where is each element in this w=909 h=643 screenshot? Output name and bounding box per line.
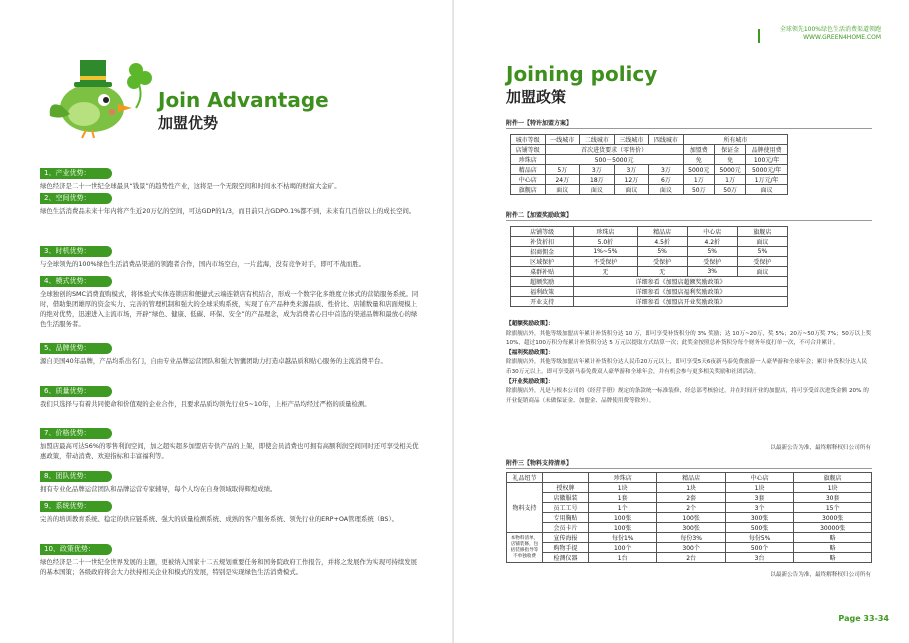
table-row	[511, 247, 788, 257]
advantage-item	[40, 185, 420, 216]
table-header: 首次进货要求（零售价）	[545, 145, 683, 155]
page-number: Page 33-34	[838, 614, 889, 623]
table-row	[507, 483, 872, 493]
advantage-text: 绿色经济是二十一世纪全世界发展的主题，更被纳入国家十二五规划重要任务和国务院政府工作报告，并将之发展作为实现可持续发展的基本国策；各级政府将会大力扶持相关企业和模式的发展，特别是实现绿色生活消费模式。	[40, 558, 418, 576]
table-row	[511, 277, 788, 287]
disclaimer: 以最新公告为准，最终解释权归公司所有	[770, 572, 871, 578]
table-header: 所有城市	[683, 135, 787, 145]
table-header: 店铺等级	[511, 145, 546, 155]
table-cell: 24万	[545, 175, 580, 185]
table-cell: 5000元/年	[746, 165, 788, 175]
table-row	[511, 257, 788, 267]
table-cell: 5000元	[683, 165, 714, 175]
table-cell: 1块	[657, 483, 725, 493]
table-cell: 面议	[737, 267, 787, 277]
advantage-item	[40, 268, 420, 329]
table-cell: 区域保护	[511, 257, 574, 267]
table-cell: 30套	[794, 493, 872, 503]
table-cell: 1块	[589, 483, 657, 493]
table-cell: 30000张	[794, 523, 872, 533]
franchise-table	[510, 134, 788, 195]
table-cell: 宣传海报	[543, 533, 589, 543]
table-header: 精品店	[657, 473, 725, 483]
table-header: 中心店	[725, 473, 793, 483]
table-row	[507, 513, 872, 523]
table-cell: 免	[683, 155, 714, 165]
table-cell: 精品店	[511, 165, 546, 175]
table-cell: 100张	[657, 513, 725, 523]
table-cell: 会员卡片	[543, 523, 589, 533]
table-row	[507, 553, 872, 563]
table-cell: 受保护	[637, 257, 687, 267]
table-cell: 珍珠店	[511, 155, 546, 165]
table-cell: 3000张	[794, 513, 872, 523]
table-cell: 每份1%	[589, 533, 657, 543]
table-cell: 店徽服装	[543, 493, 589, 503]
table-cell: 12万	[614, 175, 649, 185]
notes-text: 除旗舰店外，其他等级加盟店年累计补货积分达人民币20万元以上，即可享受5天6夜新马泰免费旅游一人豪华游和全球年会；累计补货积分达人民币30万元以上，即可享受新马泰免费双人豪华游和全球年会，并有机会参与更多相关奖励和社团活动。	[506, 359, 868, 375]
table-cell: 面议	[614, 185, 649, 195]
table-cell: 500个	[725, 543, 793, 553]
table-cell: 4.5折	[637, 237, 687, 247]
page-title: Join Advantage	[158, 88, 329, 112]
table-cell: 超额奖励	[511, 277, 574, 287]
table-cell: 不受保护	[574, 257, 637, 267]
table-cell: 每份3%	[657, 533, 725, 543]
notes-heading: 【开业奖励政策】：	[506, 378, 554, 385]
table-cell: 500张	[725, 523, 793, 533]
table-header: 一线城市	[545, 135, 580, 145]
table-cell: 检测仪器	[543, 553, 589, 563]
table-cell: 桌群补贴	[511, 267, 574, 277]
table-row	[511, 237, 788, 247]
table-cell: 中心店	[511, 175, 546, 185]
notes-heading: 【超额奖励政策】：	[506, 321, 554, 327]
table-cell: 5%	[737, 247, 787, 257]
table-row	[511, 185, 788, 195]
disclaimer: 以最新公告为准，最终解释权归公司所有	[770, 445, 871, 451]
page-subtitle: 加盟优势	[158, 114, 219, 132]
table-cell: 300张	[725, 513, 793, 523]
policy-subtitle: 加盟政策	[506, 88, 567, 106]
advantage-text: 完善的培训教育系统、稳定的供应链系统、强大的质量检测系统、成熟的客户服务系统、领先行业的ERP+OA管理系统（BS）。	[40, 515, 399, 523]
table-cell: 50万	[714, 185, 745, 195]
table-cell: 3个	[725, 503, 793, 513]
table-cell: 300个	[657, 543, 725, 553]
table-cell: 受保护	[687, 257, 737, 267]
table-cell: 1万	[714, 175, 745, 185]
table-cell: 100张	[589, 513, 657, 523]
table-cell: 面议	[737, 237, 787, 247]
table-header: 旗舰店	[737, 227, 787, 237]
section-heading-2: 附件二【加盟奖励政策】	[506, 212, 573, 219]
table-row	[507, 543, 872, 553]
table-cell: 1块	[794, 483, 872, 493]
advantage-item	[40, 378, 420, 409]
table-header: 珍珠店	[589, 473, 657, 483]
advantage-text: 全球独创的SMC消费直购模式，将体验式实体连锁店和便捷式云端连锁店有机结合，形成一个数字化多维度立体式的营销服务系统。同时，借助集团雄厚的资金实力、完善的管理机制和强大的全球采购系统，实现了在产品种类来源品质、性价比、店铺数量和店面规模上的绝对优势，迅速进入主流市场，开辟“绿色、健康、低碳、环保、安全”的产品理念，成为消费者心目中首选的渠道品牌和最放心的绿色生活服务者。	[40, 290, 419, 328]
table-cell: 专用胸贴	[543, 513, 589, 523]
incentive-table	[510, 226, 788, 307]
table-cell: 18万	[580, 175, 615, 185]
notes-text: 除旗舰店外，凡是与根本公司的《经营手册》规定的条款统一标准装修，经总部考核验过，并在时间开业的加盟店，将可享受首次进货金额 20% 的开业促销商品（未做保证金、加盟金、品牌使用费等除外）。	[506, 388, 869, 404]
table-header: 礼品纽节	[507, 473, 543, 483]
table-cell: 1套	[589, 493, 657, 503]
table-header: 四线城市	[649, 135, 684, 145]
table-cell: 面议	[580, 185, 615, 195]
table-cell: 详细参看《加盟店开业奖励政策》	[574, 297, 788, 307]
advantage-item	[40, 420, 420, 461]
table-cell: 无	[574, 267, 637, 277]
table-header: 店铺等级	[511, 227, 574, 237]
table-cell: 福利政策	[511, 287, 574, 297]
table-cell: 招商佣金	[511, 247, 574, 257]
advantage-heading: 7、价格优势：	[40, 428, 112, 439]
table-cell: 5000元	[714, 165, 745, 175]
table-cell: 开业支持	[511, 297, 574, 307]
table-header: 三线城市	[614, 135, 649, 145]
table-cell: 1万元/年	[746, 175, 788, 185]
advantage-item	[40, 536, 420, 577]
table-cell: 3万	[614, 165, 649, 175]
table-cell: 2台	[657, 553, 725, 563]
advantage-heading: 3、时机优势：	[40, 246, 112, 257]
table-cell: 受保护	[737, 257, 787, 267]
table-cell: 面议	[545, 185, 580, 195]
table-row	[507, 533, 872, 543]
material-table	[506, 472, 872, 563]
table-cell: 略	[794, 543, 872, 553]
advantage-heading: 1、产业优势：	[40, 168, 112, 179]
advantage-heading: 5、品牌优势：	[40, 343, 112, 354]
table-side-note: 本物料清单，店铺装修，包括装修指导等不单独收费	[507, 533, 543, 563]
table-group-cell: 物料支持	[507, 483, 543, 533]
table-cell: 2个	[657, 503, 725, 513]
table-cell: 3%	[687, 267, 737, 277]
table-header: 精品店	[637, 227, 687, 237]
table-cell: 50万	[683, 185, 714, 195]
table-cell: 5.0折	[574, 237, 637, 247]
right-page	[454, 0, 909, 643]
table-cell: 100个	[589, 543, 657, 553]
table-row	[511, 267, 788, 277]
table-row	[511, 287, 788, 297]
table-row	[507, 493, 872, 503]
table-cell: 500－5000元	[545, 155, 683, 165]
table-row	[511, 297, 788, 307]
table-cell: 3台	[725, 553, 793, 563]
table-cell: 1%~5%	[574, 247, 637, 257]
table-cell: 300张	[657, 523, 725, 533]
advantage-item	[40, 335, 420, 366]
divider	[506, 220, 872, 221]
advantage-heading: 2、空间优势：	[40, 193, 112, 204]
table-cell: 购物手提	[543, 543, 589, 553]
table-cell: 5万	[545, 165, 580, 175]
table-cell: 5%	[687, 247, 737, 257]
table-cell: 面议	[649, 185, 684, 195]
table-cell: 1个	[589, 503, 657, 513]
table-cell: 3万	[580, 165, 615, 175]
table-header: 二线城市	[580, 135, 615, 145]
advantage-text: 加盟店最高可达56%的零售利润空间，加之超实超多加盟店专供产品的上架，即使会员消费也可拥有高额利润空间同时还可享受相关优惠政策，带动消费、欢迎指标和丰富福利等。	[40, 442, 419, 460]
advantage-item	[40, 238, 420, 269]
notes-text: 除旗舰店外，其他等级加盟店年累计补货积分达 10 万，即可享受补货积分的 3% 奖励；达 10万~20万，奖 5%；20万~50万奖 7%；50万以上奖 10%，超过100万积分每累计补货积分达 5 万元以提取方式结算一次；此奖金按照总补货积分每个财务年度打单一次，不可合并累计。	[506, 330, 872, 347]
table-row	[511, 165, 788, 175]
advantage-item	[40, 493, 420, 524]
advantage-text: 绿色经济是二十一世纪全球最具“钱景”的趋势性产业，这将是一个无限空间和时间永不枯竭的财富大金矿。	[40, 182, 341, 190]
section-heading-1: 附件一【特许加盟方案】	[506, 120, 573, 127]
table-cell: 授权牌	[543, 483, 589, 493]
table-header: 城市等级	[511, 135, 546, 145]
advantage-heading: 10、政策优势：	[40, 544, 112, 555]
table-header: 加盟费	[683, 145, 714, 155]
policy-notes	[506, 320, 872, 406]
table-header	[543, 473, 589, 483]
bird-mascot-icon	[40, 50, 160, 140]
table-header: 旗舰店	[794, 473, 872, 483]
table-cell: 免	[714, 155, 745, 165]
table-cell: 1块	[725, 483, 793, 493]
table-row	[511, 175, 788, 185]
table-cell: 3套	[725, 493, 793, 503]
brand-slogan: 全球领先100%绿色生活消费渠道领跑	[779, 26, 881, 33]
table-cell: 15个	[794, 503, 872, 513]
advantage-text: 绿色生活消费品未来十年内将产生近20万亿的空间，可达GDP的1/3，而目前只占GDP0.1%都不到，未来有几百倍以上的成长空间。	[40, 207, 416, 215]
policy-title: Joining policy	[506, 62, 658, 86]
divider	[506, 128, 872, 129]
brand-header	[780, 26, 881, 42]
advantage-heading: 9、系统优势：	[40, 501, 112, 512]
table-cell: 面议	[746, 185, 788, 195]
table-cell: 6万	[649, 175, 684, 185]
left-page	[0, 0, 454, 643]
table-row	[507, 523, 872, 533]
brand-divider-icon	[758, 29, 762, 43]
advantage-heading: 6、质量优势：	[40, 386, 112, 397]
table-cell: 每份5%	[725, 533, 793, 543]
table-cell: 旗舰店	[511, 185, 546, 195]
table-header: 保证金	[714, 145, 745, 155]
table-cell: 员工工号	[543, 503, 589, 513]
notes-heading: 【福利奖励政策】：	[506, 349, 554, 356]
divider	[506, 468, 872, 469]
table-cell: 略	[794, 533, 872, 543]
advantage-item	[40, 463, 420, 494]
table-cell: 1万	[683, 175, 714, 185]
table-cell: 3万	[649, 165, 684, 175]
section-heading-3: 附件三【物料支持清单】	[506, 460, 573, 467]
table-cell: 无	[637, 267, 687, 277]
table-header: 珍珠店	[574, 227, 637, 237]
brand-url: WWW.GREEN4HOME.COM	[803, 34, 881, 41]
table-cell: 100张	[589, 523, 657, 533]
table-cell: 1台	[589, 553, 657, 563]
table-cell: 5%	[637, 247, 687, 257]
table-header: 品牌使用费	[746, 145, 788, 155]
advantage-heading: 8、团队优势：	[40, 471, 112, 482]
table-cell: 100元/年	[746, 155, 788, 165]
table-cell: 略	[794, 553, 872, 563]
advantage-text: 我们只选择与有着共同使命和价值观的企业合作，且要求品质均领先行业5~10年，上柜产品均经过严格的质量检测。	[40, 400, 371, 408]
table-row	[507, 503, 872, 513]
advantage-text: 源自美国40年品牌，产品均系出名门，自由专业品牌运营团队和强大智囊团助力打造卓越品质和贴心服务的主流消费平台。	[40, 357, 387, 365]
advantage-text: 与全球领先的100%绿色生活消费品渠道的领跑者合作，国内市场空白，一片蓝海，没有竞争对手，即可不战而胜。	[40, 260, 366, 268]
advantage-text: 拥有专业化品牌运营团队和品牌运营专家辅导，每个人均在自身领域取得辉煌成绩。	[40, 485, 277, 493]
table-cell: 详细参看《加盟店福利奖励政策》	[574, 287, 788, 297]
advantage-heading: 4、模式优势：	[40, 276, 112, 287]
table-cell: 4.2折	[687, 237, 737, 247]
table-cell: 2套	[657, 493, 725, 503]
table-row	[511, 155, 788, 165]
table-cell: 补货折扣	[511, 237, 574, 247]
table-header: 中心店	[687, 227, 737, 237]
table-cell: 详细参看《加盟店超额奖励政策》	[574, 277, 788, 287]
